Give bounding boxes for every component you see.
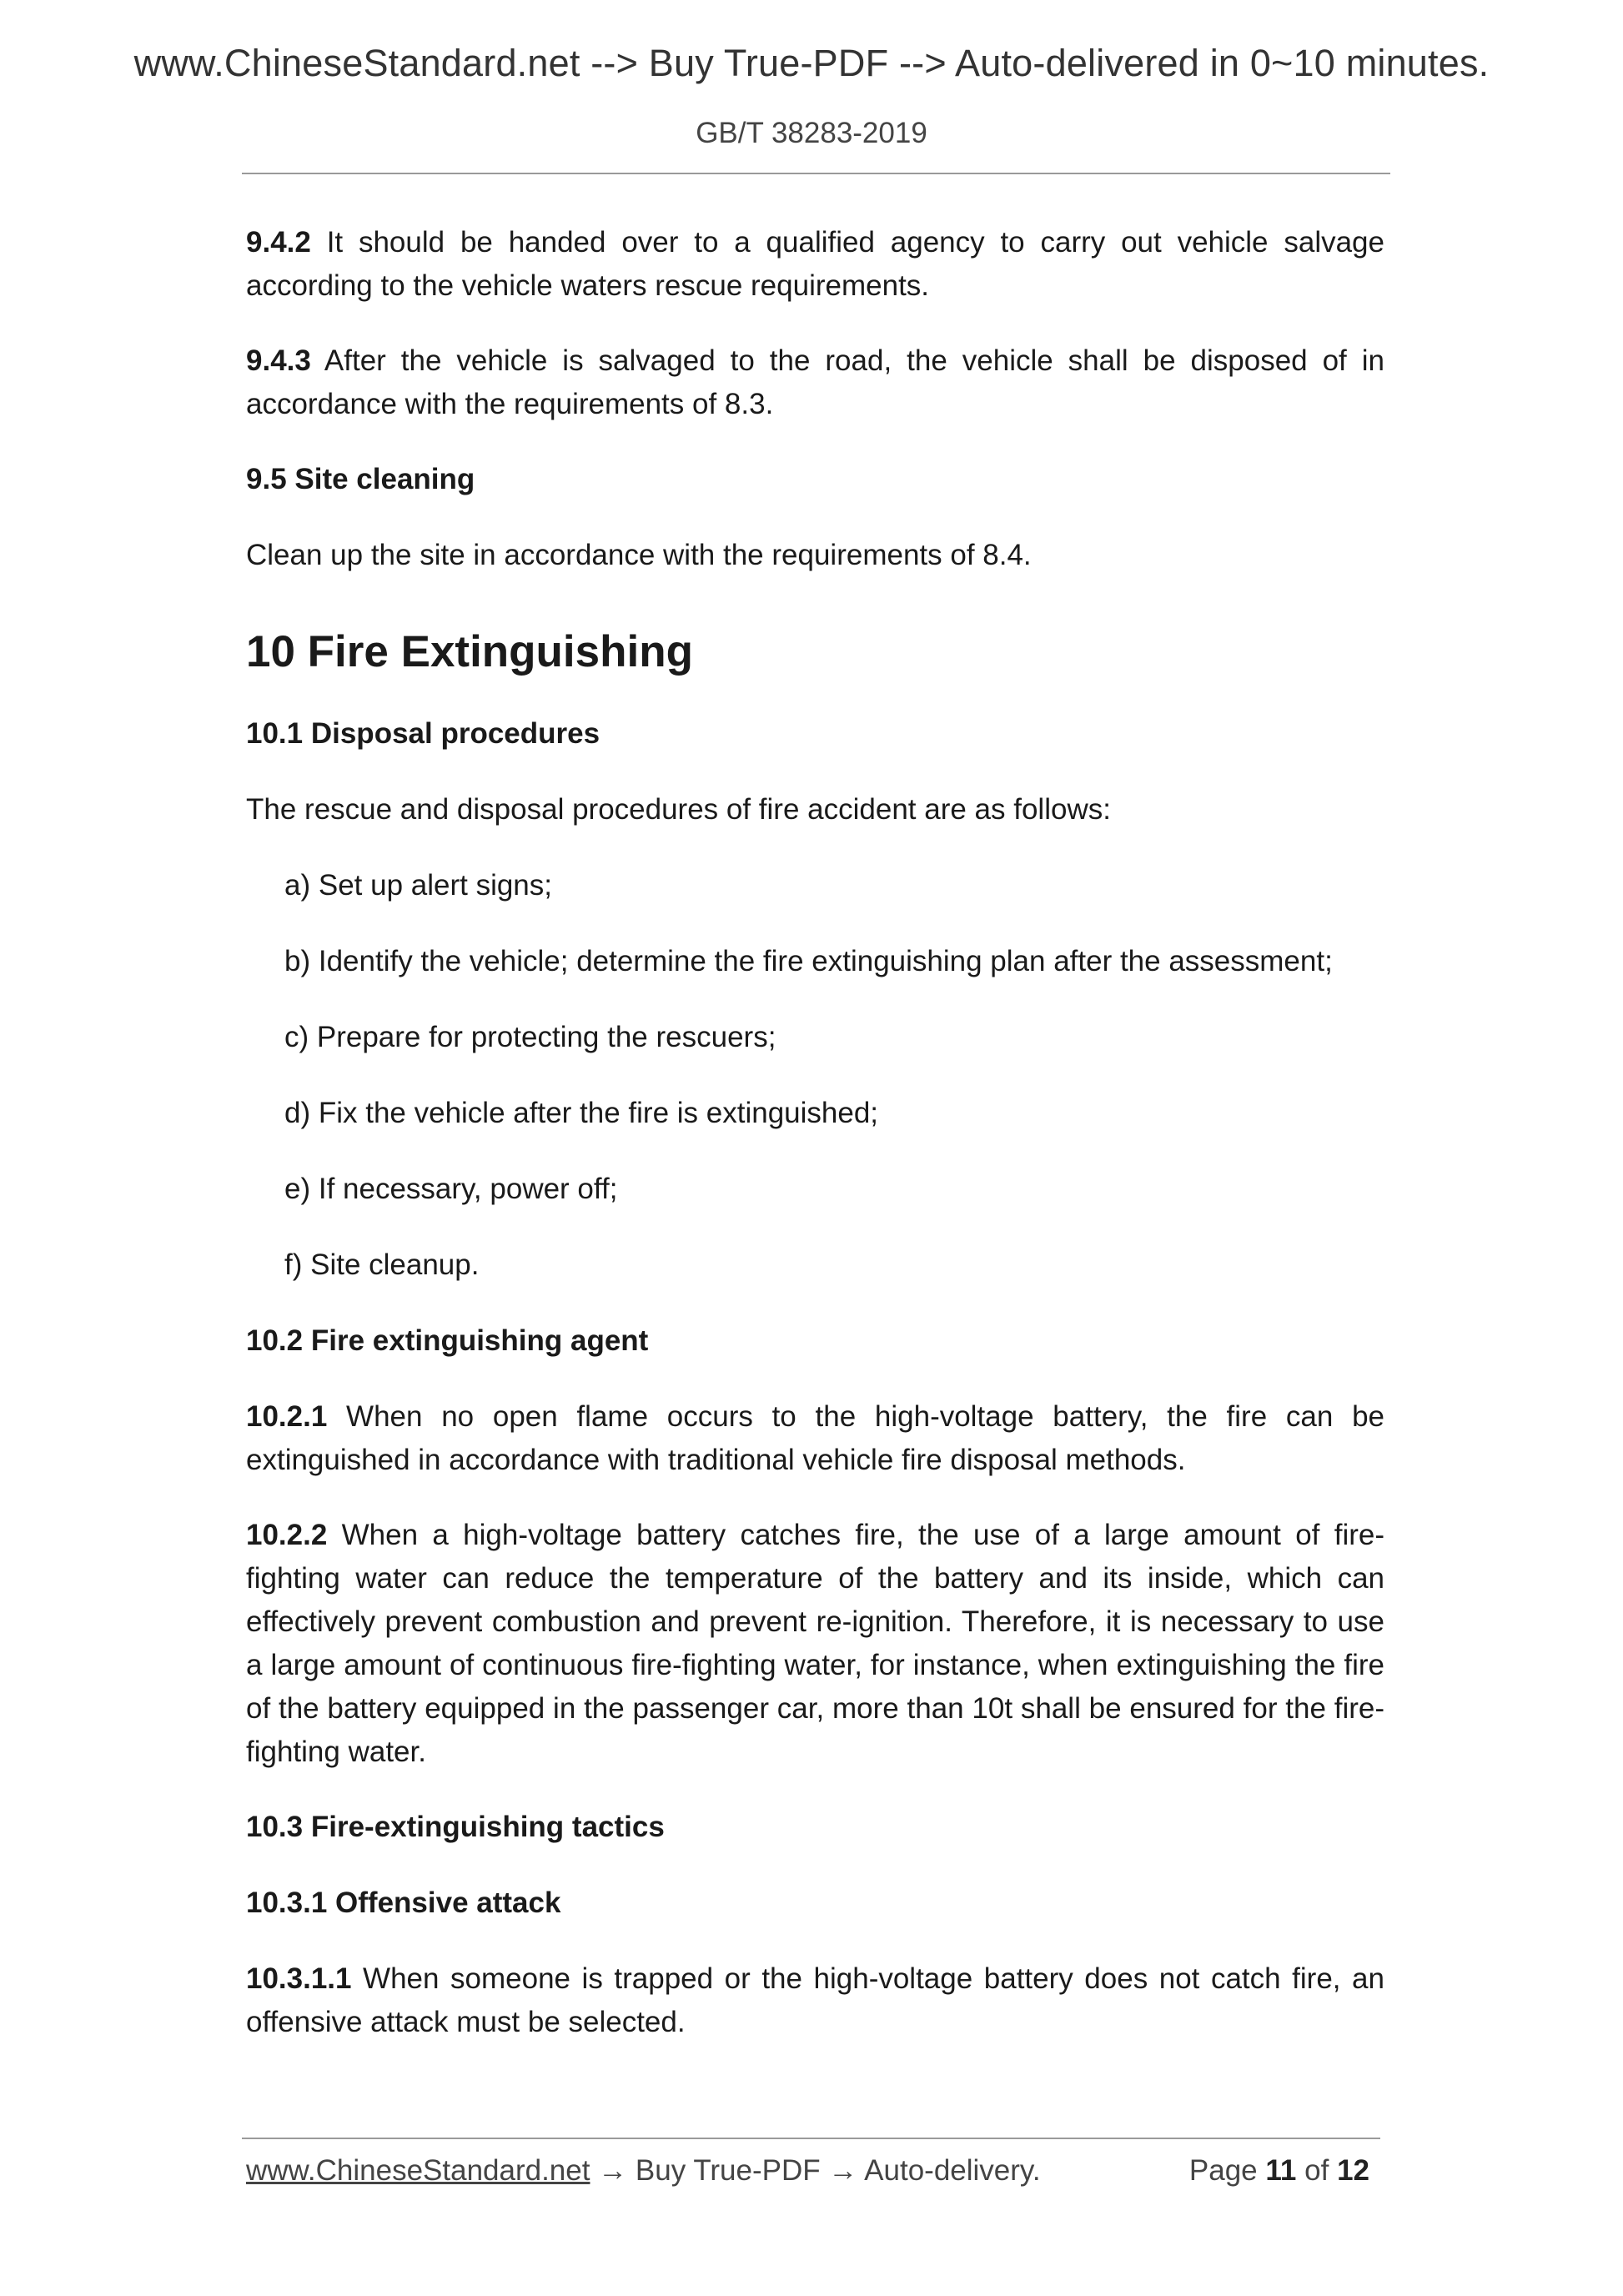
heading-10-1: 10.1 Disposal procedures — [246, 717, 600, 750]
list-item: f) Site cleanup. — [284, 1248, 480, 1281]
page-current: 11 — [1265, 2154, 1297, 2187]
heading-10: 10 Fire Extinguishing — [246, 627, 693, 676]
clause-text: It should be handed over to a qualified agency to carry out vehicle salvage according to the vehicle waters rescue requirements. — [246, 226, 1384, 302]
page-label: Page — [1188, 2154, 1258, 2187]
document-body — [246, 221, 1384, 2044]
clause-number: 10.2.1 — [246, 1400, 328, 1433]
paragraph-9-5: Clean up the site in accordance with the requirements of 8.4. — [246, 539, 1032, 571]
clause-10-3-1-1 — [246, 1957, 1384, 2044]
heading-9-5: 9.5 Site cleaning — [246, 463, 475, 495]
clause-number: 10.3.1.1 — [246, 1962, 352, 1995]
list-item: a) Set up alert signs; — [284, 869, 552, 902]
footer-tagline: → Buy True-PDF → Auto-delivery. — [590, 2154, 1041, 2187]
clause-10-2-2 — [246, 1514, 1384, 1774]
page-total: 12 — [1337, 2154, 1369, 2187]
list-item: b) Identify the vehicle; determine the fire extinguishing plan after the assessment; — [284, 945, 1333, 977]
standard-code: GB/T 38283-2019 — [696, 117, 927, 149]
clause-number: 9.4.2 — [246, 226, 311, 259]
heading-10-2: 10.2 Fire extinguishing agent — [246, 1324, 649, 1357]
page-footer — [246, 2154, 1376, 2188]
clause-9-4-3 — [246, 339, 1384, 426]
clause-text: When a high-voltage battery catches fire, the use of a large amount of fire-fighting water can reduce the temperature of the battery and its inside, which can effectively prevent combustion and prevent re-ignition. Therefore, it is necessary to use a large amount of continuous fire-fighting water, for instance, when extinguishing the fire of the battery equipped in the passenger car, more than 10t shall be ensured for the fire-fighting water. — [246, 1519, 1384, 1768]
list-item: d) Fix the vehicle after the fire is extinguished; — [284, 1097, 879, 1129]
clause-10-2-1 — [246, 1395, 1384, 1482]
banner-header: www.ChineseStandard.net --> Buy True-PDF --> Auto-delivered in 0~10 minutes. — [133, 42, 1490, 84]
clause-text: After the vehicle is salvaged to the road, the vehicle shall be disposed of in accordance with the requirements of 8.3. — [246, 344, 1384, 420]
page-of-label: of — [1304, 2154, 1329, 2187]
paragraph-10-1: The rescue and disposal procedures of fire accident are as follows: — [246, 793, 1111, 826]
page-indicator — [1189, 2154, 1369, 2188]
header-divider — [242, 173, 1390, 174]
heading-10-3-1: 10.3.1 Offensive attack — [246, 1887, 561, 1919]
list-item: e) If necessary, power off; — [284, 1173, 618, 1205]
footer-link[interactable]: www.ChineseStandard.net — [246, 2154, 590, 2187]
clause-number: 10.2.2 — [246, 1519, 328, 1551]
footer-divider — [242, 2138, 1380, 2139]
clause-text: When no open flame occurs to the high-voltage battery, the fire can be extinguished in accordance with traditional vehicle fire disposal methods. — [246, 1400, 1384, 1476]
clause-9-4-2 — [246, 221, 1384, 308]
heading-10-3: 10.3 Fire-extinguishing tactics — [246, 1811, 665, 1843]
clause-number: 9.4.3 — [246, 344, 311, 377]
list-item: c) Prepare for protecting the rescuers; — [284, 1021, 776, 1053]
clause-text: When someone is trapped or the high-voltage battery does not catch fire, an offensive attack must be selected. — [246, 1962, 1384, 2038]
